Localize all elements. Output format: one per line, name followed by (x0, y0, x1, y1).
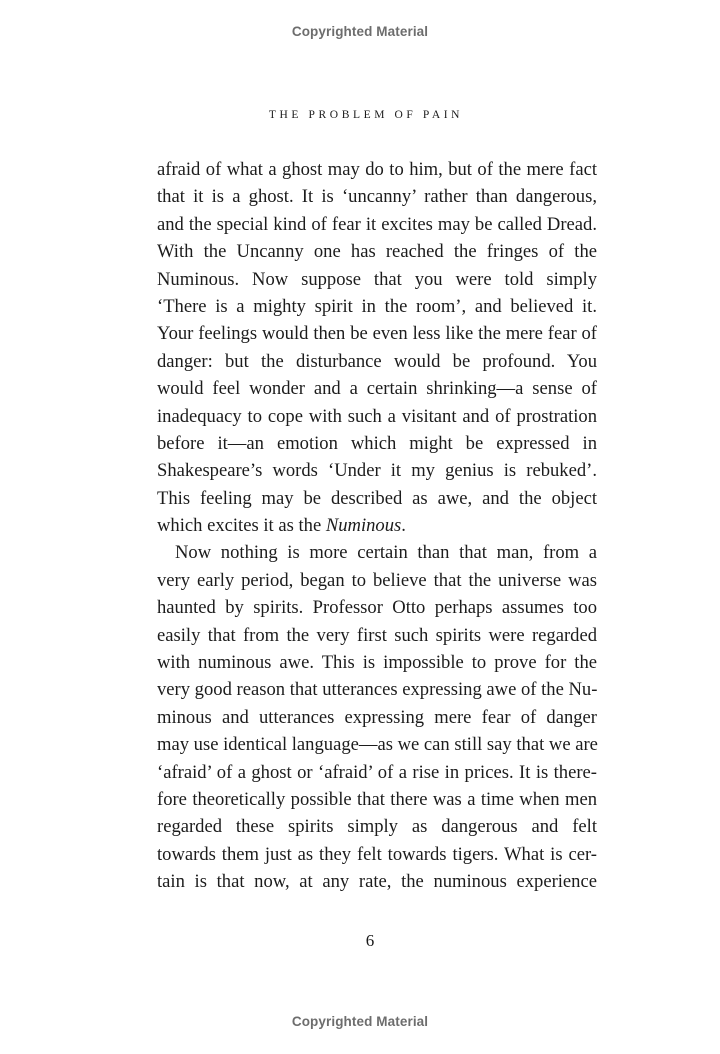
text-line: and the special kind of fear it excites may be called Dread. (157, 213, 597, 235)
text-line: regarded these spirits simply as dangerous and felt (157, 816, 597, 838)
paragraph-2 (157, 539, 597, 895)
text-line: towards them just as they felt towards tigers. What is cer- (157, 843, 597, 865)
text-line: Shakespeare’s words ‘Under it my genius is rebuked’. (157, 460, 597, 482)
paragraph-1 (157, 156, 597, 539)
page-body (157, 156, 597, 896)
text-line: minous and utterances expressing mere fear of danger (157, 706, 597, 728)
italic-term: Numinous (325, 515, 402, 537)
text-line: ‘There is a mighty spirit in the room’, and believed it. (157, 295, 597, 317)
text-line: fore theoretically possible that there was a time when men (157, 788, 597, 810)
text-fragment: which excites it as the (157, 515, 326, 537)
page-number: 6 (365, 931, 375, 950)
text-line: Your feelings would then be even less like the mere fear of (157, 323, 597, 345)
text-line: with numinous awe. This is impossible to prove for the (157, 652, 597, 674)
text-line: easily that from the very first such spirits were regarded (157, 624, 597, 646)
text-line: inadequacy to cope with such a visitant and of prostration (157, 405, 597, 427)
text-line: afraid of what a ghost may do to him, but of the mere fact (157, 159, 597, 180)
text-line-last (157, 512, 597, 539)
text-line: would feel wonder and a certain shrinking—a sense of (157, 378, 597, 400)
text-line: very good reason that utterances expressing awe of the Nu- (157, 679, 598, 701)
text-line: very early period, began to believe that the universe was (157, 569, 597, 591)
running-head: THE PROBLEM OF PAIN (268, 109, 464, 121)
text-line: that it is a ghost. It is ‘uncanny’ rather than dangerous, (157, 186, 597, 208)
text-line: tain is that now, at any rate, the numinous experience (157, 871, 597, 893)
text-line: This feeling may be described as awe, and the object (157, 487, 597, 509)
text-line: With the Uncanny one has reached the fringes of the (157, 241, 597, 263)
text-line: ‘afraid’ of a ghost or ‘afraid’ of a rise in prices. It is there- (157, 761, 597, 783)
copyright-watermark-bottom: Copyrighted Material (291, 1014, 429, 1029)
text-line: haunted by spirits. Professor Otto perhaps assumes too (157, 597, 597, 619)
text-fragment: . (401, 515, 406, 537)
text-line: may use identical language—as we can still say that we are (157, 734, 598, 756)
text-line: Numinous. Now suppose that you were told simply (157, 268, 597, 290)
text-line: before it—an emotion which might be expressed in (157, 432, 597, 454)
copyright-watermark-top: Copyrighted Material (291, 24, 429, 39)
text-line-indented: Now nothing is more certain than that man, from a (175, 542, 597, 564)
text-line: danger: but the disturbance would be profound. You (157, 350, 597, 372)
